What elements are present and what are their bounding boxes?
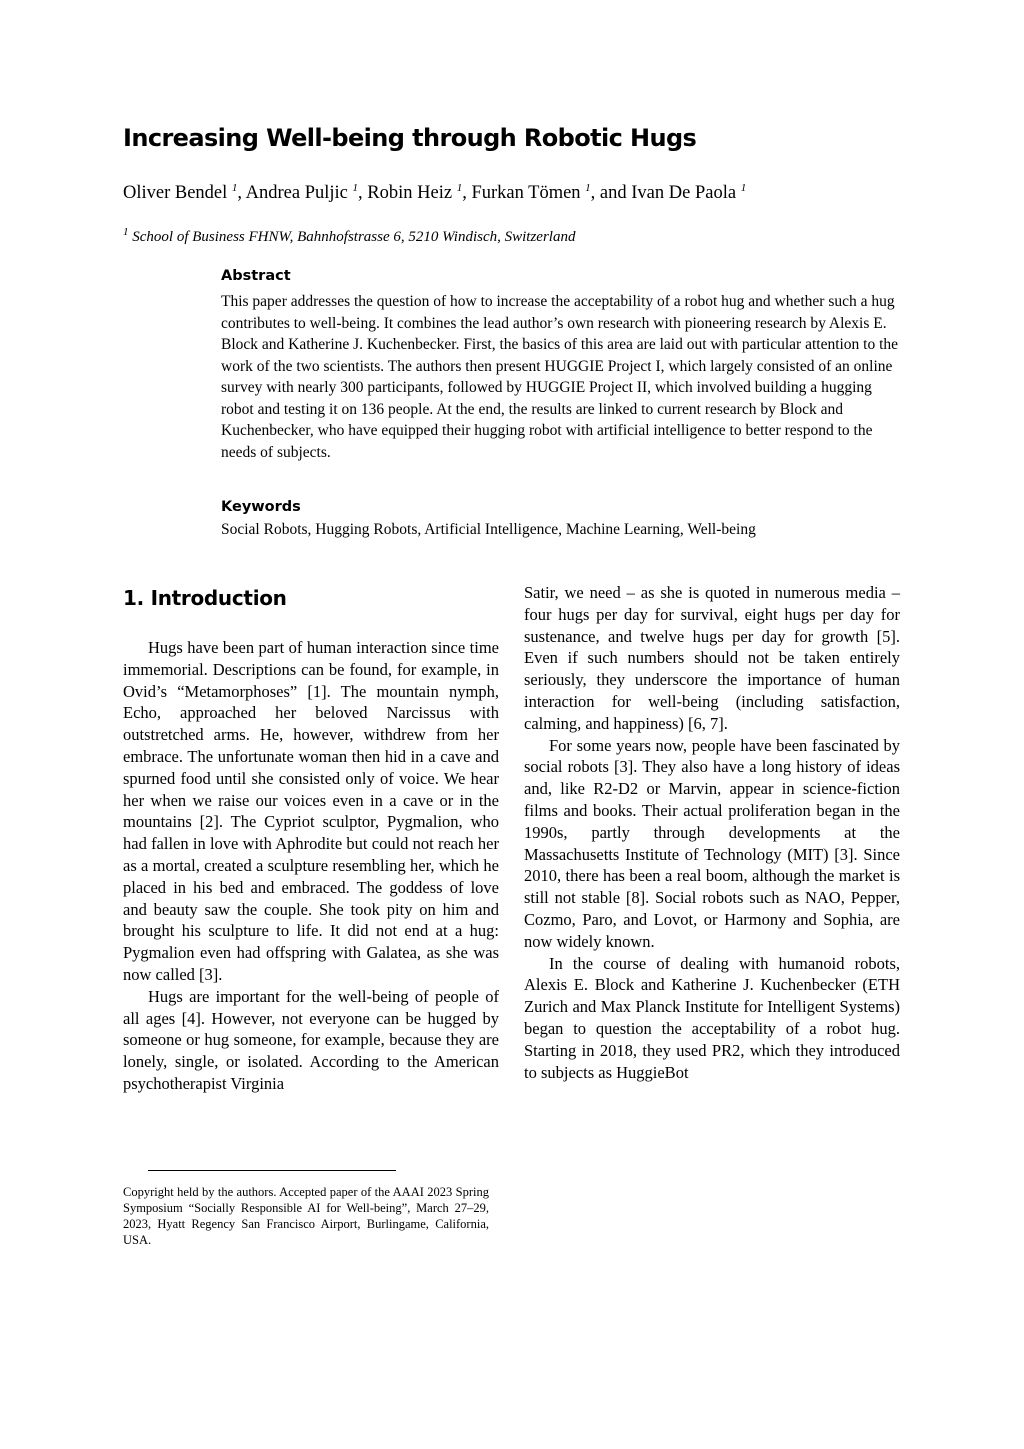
author-affil-mark: 1 — [585, 182, 591, 194]
body-paragraph: In the course of dealing with humanoid robots, Alexis E. Block and Katherine J. Kuchenbecker (ETH Zurich and Max Planck Institute for Intelligent Systems) began to question the acceptability of a robot hug. Starting in 2018, they used PR2, which they introduced to subjects as HuggieBot — [524, 953, 900, 1082]
affiliation — [123, 226, 575, 246]
footnote-rule — [148, 1170, 396, 1171]
author-affil-mark: 1 — [231, 182, 238, 194]
affiliation-text: School of Business FHNW, Bahnhofstrasse 6, 5210 Windisch, Switzerland — [132, 229, 576, 245]
abstract-heading: Abstract — [221, 268, 291, 284]
author-name: Oliver Bendel — [123, 183, 228, 204]
author-list — [123, 182, 746, 204]
body-paragraph-continued: Satir, we need – as she is quoted in numerous media – four hugs per day for survival, eight hugs per day for sustenance, and twelve hugs per day for growth [5]. Even if such numbers should not be taken entirely seriously, they underscore the importance of human interaction for well-being (including satisfaction, calming, and happiness) [6, 7]. — [524, 583, 900, 733]
author-name: Furkan Tömen — [471, 183, 581, 204]
keywords-text: Social Robots, Hugging Robots, Artificial Intelligence, Machine Learning, Well-being — [221, 521, 756, 538]
body-paragraph: Hugs are important for the well-being of people of all ages [4]. However, not everyone can be hugged by someone or hug someone, for example, because they are lonely, single, or isolated. According to the American psychotherapist Virginia — [123, 986, 499, 1093]
author-separator: , — [358, 183, 368, 204]
body-paragraph: For some years now, people have been fascinated by social robots [3]. They also have a long history of ideas and, like R2-D2 or Marvin, appear in science-fiction films and books. Their actual proliferation began in the 1990s, partly through developments at the Massachusetts Institute of Technology (MIT) [3]. Since 2010, there has been a real boom, although the market is still not stable [8]. Social robots such as NAO, Pepper, Cozmo, Paro, and Lovot, or Harmony and Sophia, are now widely known. — [524, 735, 900, 951]
section-heading-introduction: 1. Introduction — [123, 586, 287, 610]
author-separator: , and — [590, 183, 632, 204]
left-column — [123, 637, 499, 1095]
right-column — [524, 582, 900, 1083]
author-name: Ivan De Paola — [631, 183, 737, 204]
author-affil-mark: 1 — [740, 182, 747, 194]
author-separator: , — [237, 183, 246, 204]
paper-title: Increasing Well-being through Robotic Hugs — [123, 124, 697, 152]
author-affil-mark: 1 — [352, 182, 359, 194]
abstract-text: This paper addresses the question of how to increase the acceptability of a robot hug and whether such a hug contributes to well-being. It combines the lead author’s own research with pioneering research by Alexis E. Block and Katherine J. Kuchenbecker. First, the basics of this area are laid out with particular attention to the work of the two scientists. The authors then present HUGGIE Project I, which largely consisted of an online survey with nearly 300 participants, followed by HUGGIE Project II, which involved building a hugging robot and testing it on 136 people. At the end, the results are linked to current research by Block and Kuchenbecker, who have equipped their hugging robot with artificial intelligence to better respond to the needs of subjects. — [221, 293, 899, 461]
footnote-copyright: Copyright held by the authors. Accepted paper of the AAAI 2023 Spring Symposium “Socially Responsible AI for Well-being”, March 27–29, 2023, Hyatt Regency San Francisco Airport, Burlingame, California, USA. — [123, 1185, 489, 1247]
author-name: Robin Heiz — [367, 183, 453, 204]
body-paragraph: Hugs have been part of human interaction since time immemorial. Descriptions can be found, for example, in Ovid’s “Metamorphoses” [1]. The mountain nymph, Echo, approached her beloved Narcissus with outstretched arms. He, however, withdrew from her embrace. The unfortunate woman then hid in a cave and spurned food until she consisted only of voice. We hear her when we raise our voices even in a cave or in the mountains [2]. The Cypriot sculptor, Pygmalion, who had fallen in love with Aphrodite but could not reach her as a mortal, created a sculpture resembling her, which he placed in his bed and embraced. The goddess of love and beauty saw the couple. She took pity on him and brought his sculpture to life. It did not end at a hug: Pygmalion even had offspring with Galatea, as she was now called [3]. — [123, 638, 499, 984]
author-affil-mark: 1 — [456, 182, 463, 194]
author-separator: , — [462, 183, 472, 204]
keywords-heading: Keywords — [221, 499, 301, 515]
author-name: Andrea Puljic — [245, 183, 348, 204]
affiliation-mark: 1 — [123, 226, 129, 238]
